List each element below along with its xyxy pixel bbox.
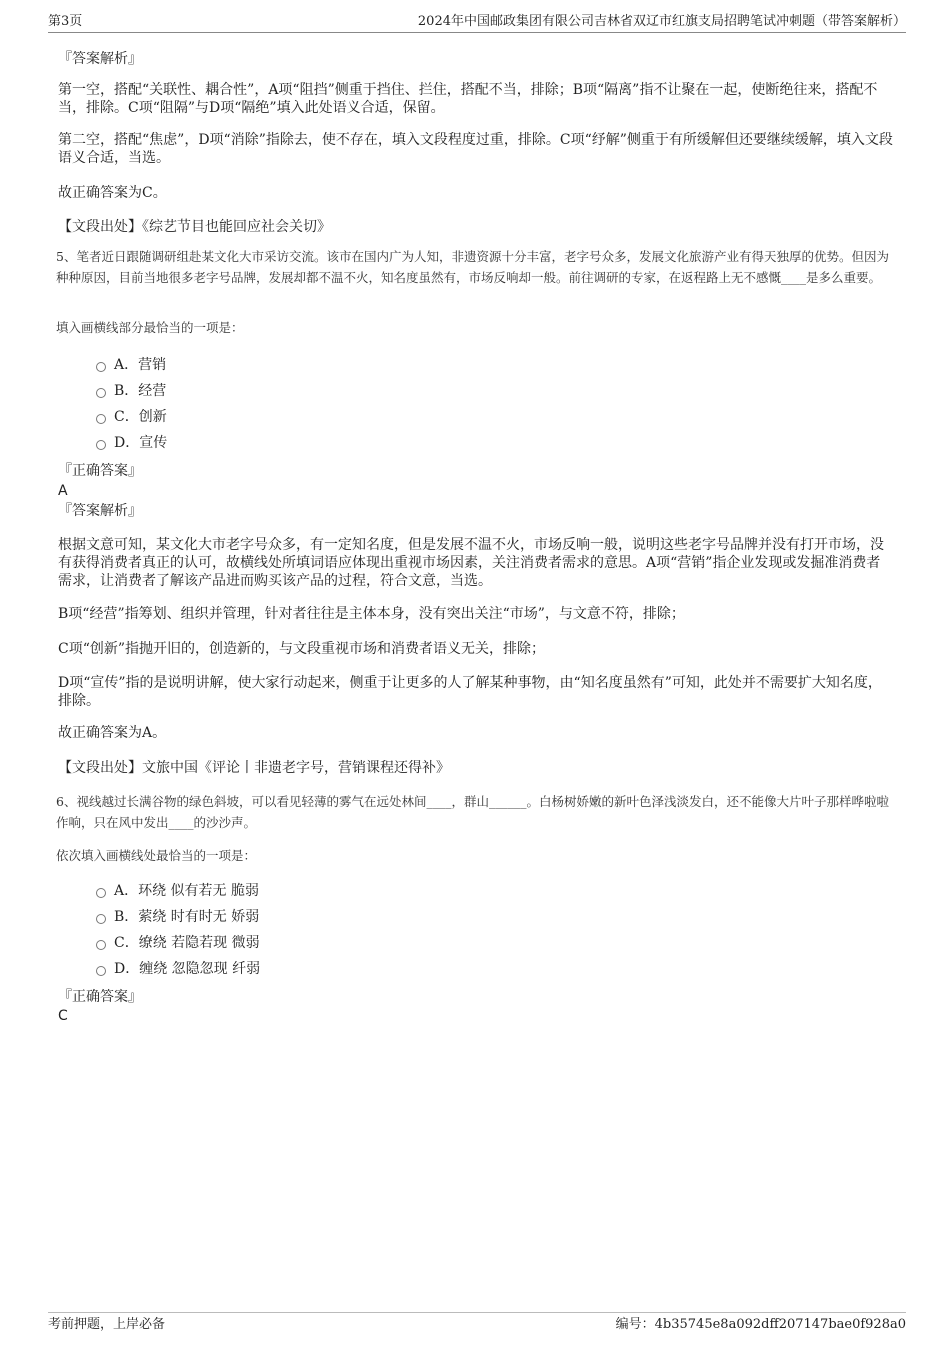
- radio-button[interactable]: [96, 362, 106, 372]
- question-5-option-b[interactable]: B．经营: [96, 381, 166, 401]
- question-5-option-a[interactable]: A．营销: [96, 355, 166, 375]
- question-5-prompt: 填入画横线部分最恰当的一项是：: [56, 320, 244, 335]
- analysis-label: 『答案解析』: [58, 51, 142, 67]
- question-6-prompt: 依次填入画横线处最恰当的一项是：: [56, 848, 257, 863]
- radio-button[interactable]: [96, 966, 106, 976]
- question-6-option-a[interactable]: A．环绕 似有若无 脆弱: [96, 881, 259, 901]
- analysis-paragraph-1: 根据文意可知，某文化大市老字号众多，有一定知名度，但是发展不温不火，市场反响一般，说明这些老字号品牌并没有打开市场，没有获得消费者真正的认可，故横线处所填词语应体现出重视市场因素，关注消费者需求的意思。A项“营销”指企业发现或发掘准消费者需求，让消费者了解该产品进而购买该产品的过程，符合文意，当选。: [58, 537, 884, 589]
- correct-answer-label: 『正确答案』: [58, 463, 142, 479]
- radio-button[interactable]: [96, 414, 106, 424]
- radio-button[interactable]: [96, 440, 106, 450]
- correct-answer: C: [58, 1008, 68, 1024]
- correct-answer-label: 『正确答案』: [58, 989, 142, 1005]
- footer-slogan: 考前押题，上岸必备: [48, 1317, 166, 1332]
- source-citation: 【文段出处】文旅中国《评论丨非遗老字号，营销课程还得补》: [58, 760, 450, 776]
- analysis-conclusion: 故正确答案为A。: [58, 725, 167, 741]
- question-5-text: 5、笔者近日跟随调研组赴某文化大市采访交流。该市在国内广为人知，非遗资源十分丰富，老字号众多，发展文化旅游产业有得天独厚的优势。但因为种种原因，目前当地很多老字号品牌，发展却都不温不火，知名度虽然有，市场反响却一般。前往调研的专家，在返程路上无不感慨____是多么重要。: [56, 249, 889, 285]
- question-5-option-c[interactable]: C．创新: [96, 407, 167, 427]
- analysis-paragraph-2: 第二空，搭配“焦虑”，D项“消除”指除去，使不存在，填入文段程度过重，排除。C项“纾解”侧重于有所缓解但还要继续缓解，填入文段语义合适，当选。: [58, 132, 893, 166]
- question-6-option-b[interactable]: B．萦绕 时有时无 娇弱: [96, 907, 259, 927]
- page-header: [48, 12, 906, 33]
- question-6-text: 6、视线越过长满谷物的绿色斜坡，可以看见轻薄的雾气在远处林间____，群山______。白杨树娇嫩的新叶色泽浅淡发白，还不能像大片叶子那样哗啦啦作响，只在风中发出____的沙沙声。: [56, 794, 889, 830]
- page-number: 第3页: [48, 14, 83, 29]
- analysis-label: 『答案解析』: [58, 503, 142, 519]
- radio-button[interactable]: [96, 940, 106, 950]
- question-6-option-c[interactable]: C．缭绕 若隐若现 微弱: [96, 933, 260, 953]
- radio-button[interactable]: [96, 914, 106, 924]
- correct-answer: A: [58, 483, 68, 499]
- analysis-paragraph-1: 第一空，搭配“关联性、耦合性”，A项“阻挡”侧重于挡住、拦住，搭配不当，排除；B项“隔离”指不让聚在一起，使断绝往来，搭配不当，排除。C项“阻隔”与D项“隔绝”填入此处语义合适，保留。: [58, 82, 878, 116]
- page-footer: [48, 1312, 906, 1335]
- source-citation: 【文段出处】《综艺节目也能回应社会关切》: [58, 219, 331, 235]
- question-5-option-d[interactable]: D．宣传: [96, 433, 167, 453]
- analysis-paragraph-3: C项“创新”指抛开旧的，创造新的，与文段重视市场和消费者语义无关，排除；: [58, 641, 546, 657]
- radio-button[interactable]: [96, 888, 106, 898]
- analysis-paragraph-4: D项“宣传”指的是说明讲解，使大家行动起来，侧重于让更多的人了解某种事物，由“知名度虽然有”可知，此处并不需要扩大知名度，排除。: [58, 675, 882, 709]
- radio-button[interactable]: [96, 388, 106, 398]
- document-title: 2024年中国邮政集团有限公司吉林省双辽市红旗支局招聘笔试冲刺题（带答案解析）: [417, 14, 906, 29]
- question-6-option-d[interactable]: D．缠绕 忽隐忽现 纤弱: [96, 959, 260, 979]
- analysis-paragraph-2: B项“经营”指筹划、组织并管理，针对者往往是主体本身，没有突出关注“市场”，与文意不符，排除；: [58, 606, 685, 622]
- analysis-conclusion: 故正确答案为C。: [58, 185, 167, 201]
- document-id: 编号：4b35745e8a092dff207147bae0f928a0: [615, 1317, 906, 1332]
